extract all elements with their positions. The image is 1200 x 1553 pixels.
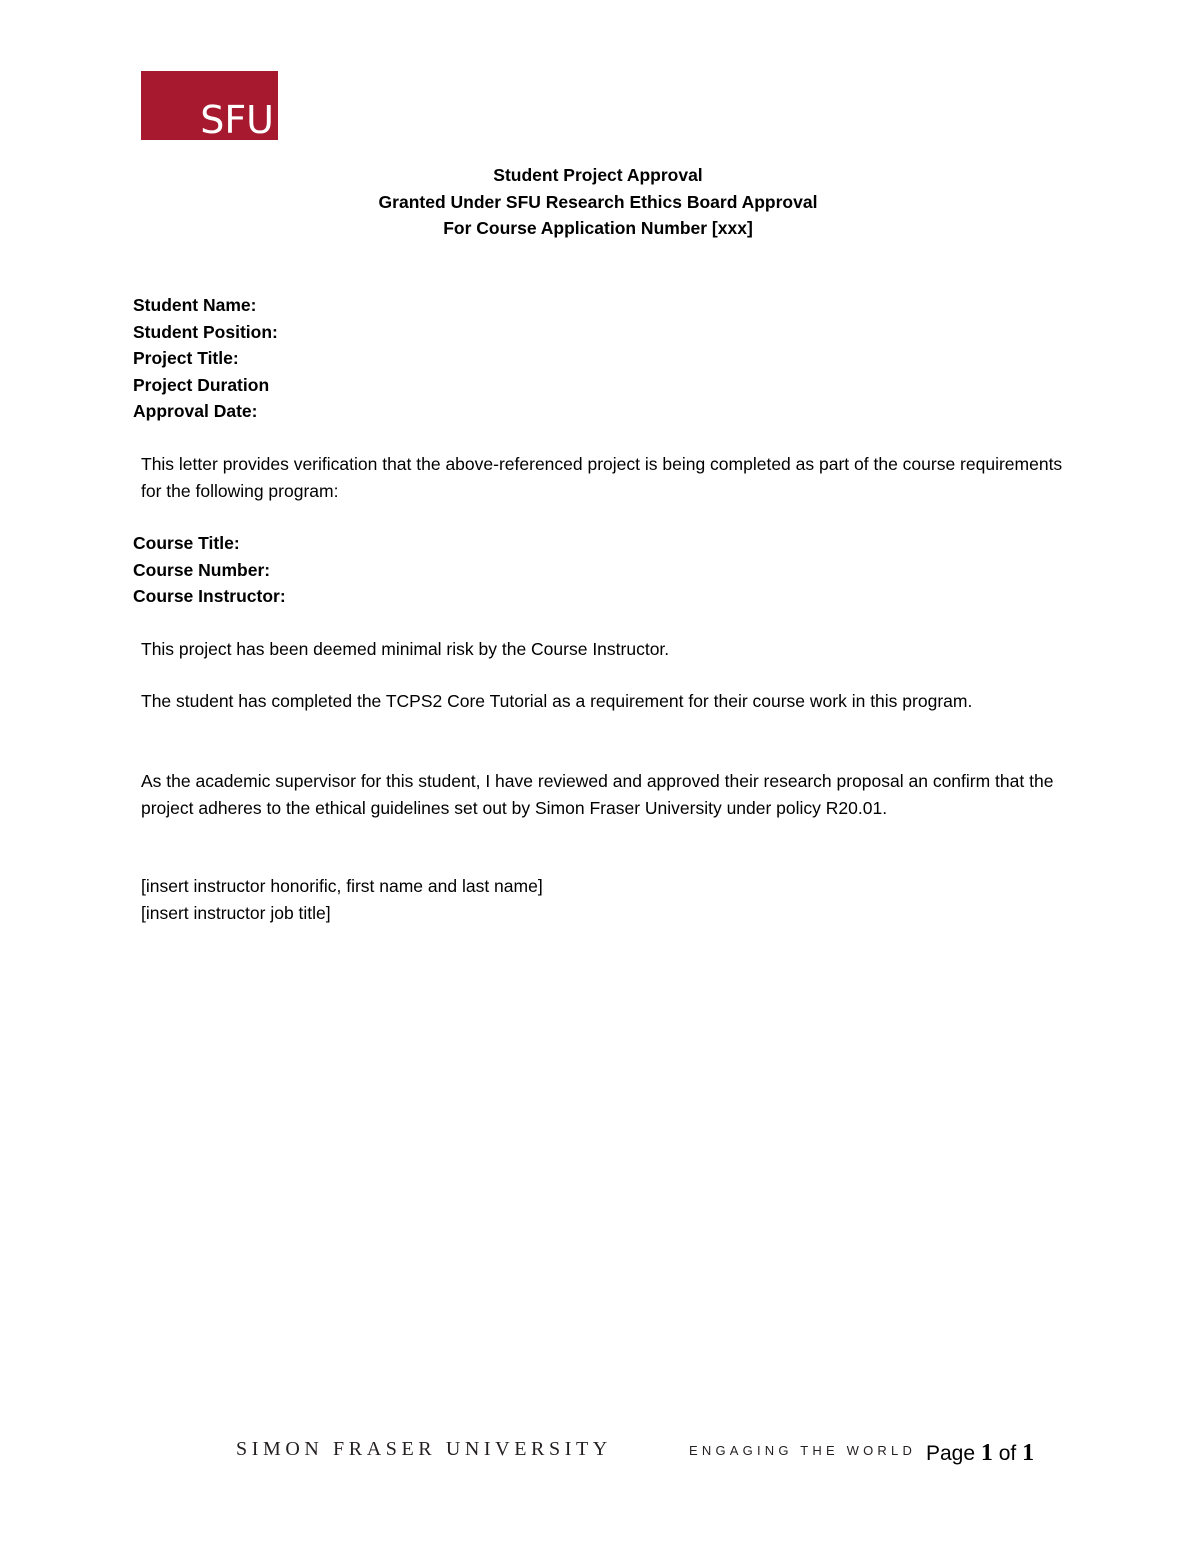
heading-subtitle: Granted Under SFU Research Ethics Board Approval: [378, 191, 818, 212]
instructor-name-placeholder: [insert instructor honorific, first name and last name]: [141, 876, 543, 896]
verification-paragraph: This letter provides verification that the above-referenced project is being completed as part of the course requirements for the following program:: [141, 454, 1063, 501]
footer-university-name: SIMON FRASER UNIVERSITY: [236, 1438, 612, 1460]
page-number: [926, 1440, 1034, 1467]
student-position-label: Student Position:: [133, 321, 278, 342]
project-title-label: Project Title:: [133, 348, 239, 368]
heading-application-number: For Course Application Number [xxx]: [443, 218, 753, 238]
approval-date-label: Approval Date:: [133, 401, 258, 421]
student-fields: [133, 292, 278, 425]
course-number-label: Course Number:: [133, 559, 271, 580]
page-of: of: [998, 1442, 1017, 1465]
page-label: Page: [926, 1442, 976, 1465]
signature-block: [141, 873, 1071, 926]
document-heading: [0, 162, 1196, 242]
course-fields: [133, 530, 286, 610]
course-instructor-label: Course Instructor:: [133, 586, 286, 606]
heading-title: Student Project Approval: [493, 165, 703, 185]
student-name-label: Student Name:: [133, 295, 257, 315]
logo-text: SFU: [200, 98, 274, 142]
project-duration-label: Project Duration: [133, 374, 270, 395]
tcps-paragraph: The student has completed the TCPS2 Core Tutorial as a requirement for their course work in this program.: [141, 691, 973, 711]
page-current: 1: [980, 1440, 993, 1466]
course-title-label: Course Title:: [133, 533, 240, 553]
page-total: 1: [1022, 1440, 1035, 1466]
instructor-title-placeholder: [insert instructor job title]: [141, 902, 331, 923]
supervisor-paragraph: As the academic supervisor for this student, I have reviewed and approved their research proposal an confirm that the project adheres to the ethical guidelines set out by Simon Fraser University under policy R20.01.: [141, 771, 1054, 818]
risk-paragraph: This project has been deemed minimal risk by the Course Instructor.: [141, 639, 670, 659]
footer-tagline: ENGAGING THE WORLD: [689, 1443, 917, 1458]
sfu-logo: [141, 71, 278, 140]
